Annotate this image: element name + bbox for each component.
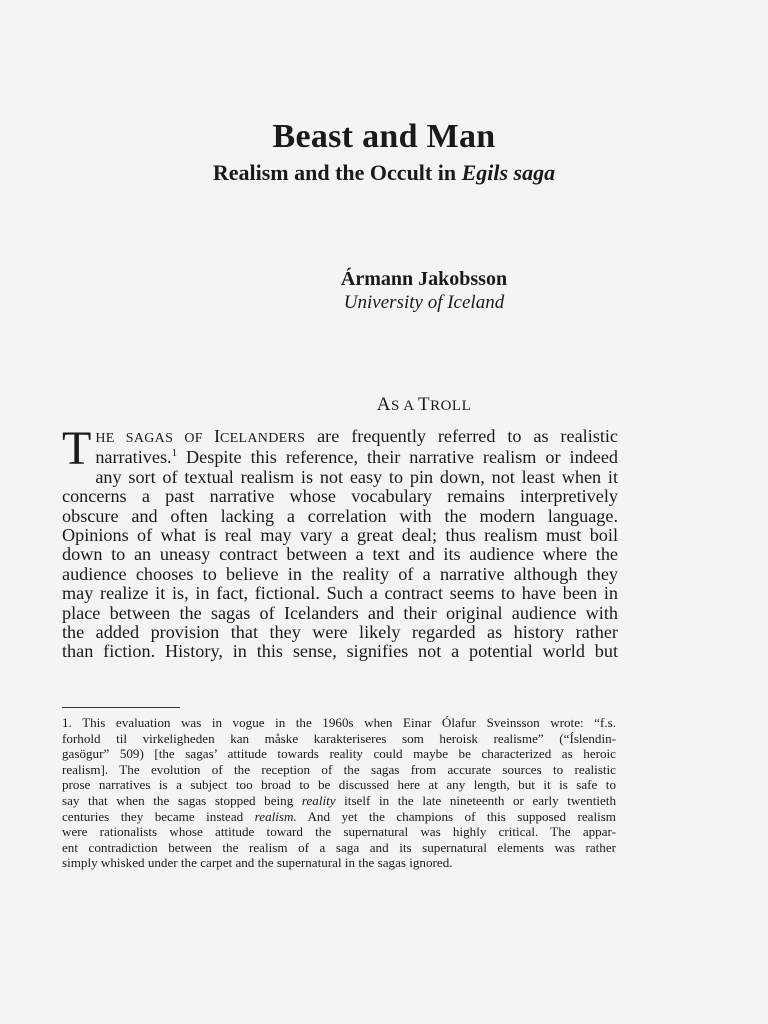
- body-line: any sort of textual realism is not easy to pin down, not least when it: [95, 466, 618, 487]
- body-line-text: Despite this reference, their narrative realism or indeed: [177, 447, 618, 468]
- footnote-divider: [62, 707, 180, 708]
- footnote-text: centuries they became instead: [62, 808, 255, 824]
- subtitle-text: Realism and the Occult in: [212, 160, 462, 185]
- subtitle-italic-text: Egils saga: [461, 160, 556, 185]
- footnote-line: ent contradiction between the realism of a saga and its supernatural elements was rather: [62, 839, 616, 855]
- body-paragraph: [62, 422, 619, 662]
- footnote-line: prose narratives is a subject too broad to be discussed here at any length, but it is safe to: [62, 777, 616, 793]
- footnote-line: [62, 809, 616, 825]
- body-line: concerns a past narrative whose vocabulary remains interpretively: [62, 486, 618, 507]
- body-line-text: are frequently referred to as realistic: [305, 426, 619, 446]
- body-line: the added provision that they were likely regarded as history rather: [62, 622, 618, 643]
- author-affiliation: University of Iceland: [343, 292, 505, 313]
- body-line: obscure and often lacking a correlation with the modern language.: [62, 505, 618, 526]
- footnote-italic-text: reality: [301, 792, 336, 808]
- footnote-line: simply whisked under the carpet and the supernatural in the sagas ignored.: [62, 855, 453, 871]
- footnote-line: [62, 793, 616, 809]
- article-subtitle: [0, 160, 768, 186]
- footnote-italic-text: realism.: [254, 808, 297, 824]
- section-heading: [0, 394, 768, 416]
- footnote-line: 1. This evaluation was in vogue in the 1960s when Einar Ólafur Sveinsson wrote: “f.s.: [62, 715, 616, 730]
- footnote-text: say that when the sagas stopped being: [62, 792, 302, 808]
- body-line-text: narratives.: [95, 447, 172, 468]
- small-caps-opening: HE SAGAS OF: [95, 431, 214, 446]
- section-heading-small1: S A: [390, 398, 418, 414]
- body-line: down to an uneasy contract between a text and its audience where the: [62, 544, 618, 565]
- body-line: Opinions of what is real may vary a great deal; thus realism must boil: [62, 525, 618, 546]
- footnote-text: itself in the late nineteenth or early twentieth: [335, 792, 616, 808]
- small-caps-opening-2: CELANDERS: [220, 431, 306, 446]
- body-line: audience chooses to believe in the reality of a narrative although they: [62, 563, 618, 584]
- section-heading-cap1: A: [376, 394, 391, 415]
- body-line: may realize it is, in fact, fictional. Such a contract seems to have been in: [62, 583, 618, 604]
- body-line: [62, 427, 618, 448]
- footnote-line: forhold til virkeligheden kan måske karakteriseres som heroisk realisme” (“Íslendin-: [62, 730, 616, 746]
- body-line: than fiction. History, in this sense, signifies not a potential world but: [62, 641, 618, 662]
- drop-cap: T: [62, 422, 92, 475]
- footnote: [62, 715, 616, 871]
- article-title: Beast and Man: [272, 118, 496, 155]
- section-heading-cap2: T: [417, 394, 431, 415]
- footnote-line: were rationalists whose attitude toward the supernatural was highly critical. The appar-: [62, 824, 616, 840]
- footnote-marker[interactable]: 1: [171, 447, 178, 460]
- section-heading-small2: ROLL: [430, 398, 472, 414]
- author-name: Ármann Jakobsson: [340, 268, 508, 290]
- footnote-text: And yet the champions of this supposed realism: [296, 808, 616, 824]
- footnote-line: realism]. The evolution of the reception of the sagas from accurate sources to realistic: [62, 761, 616, 777]
- body-line: place between the sagas of Icelanders and their original audience with: [62, 602, 618, 623]
- footnote-line: gasögur” 509) [the sagas’ attitude towards reality could maybe be characterized as heroic: [62, 746, 616, 762]
- small-caps-cap: I: [213, 426, 221, 446]
- body-line: [62, 448, 618, 467]
